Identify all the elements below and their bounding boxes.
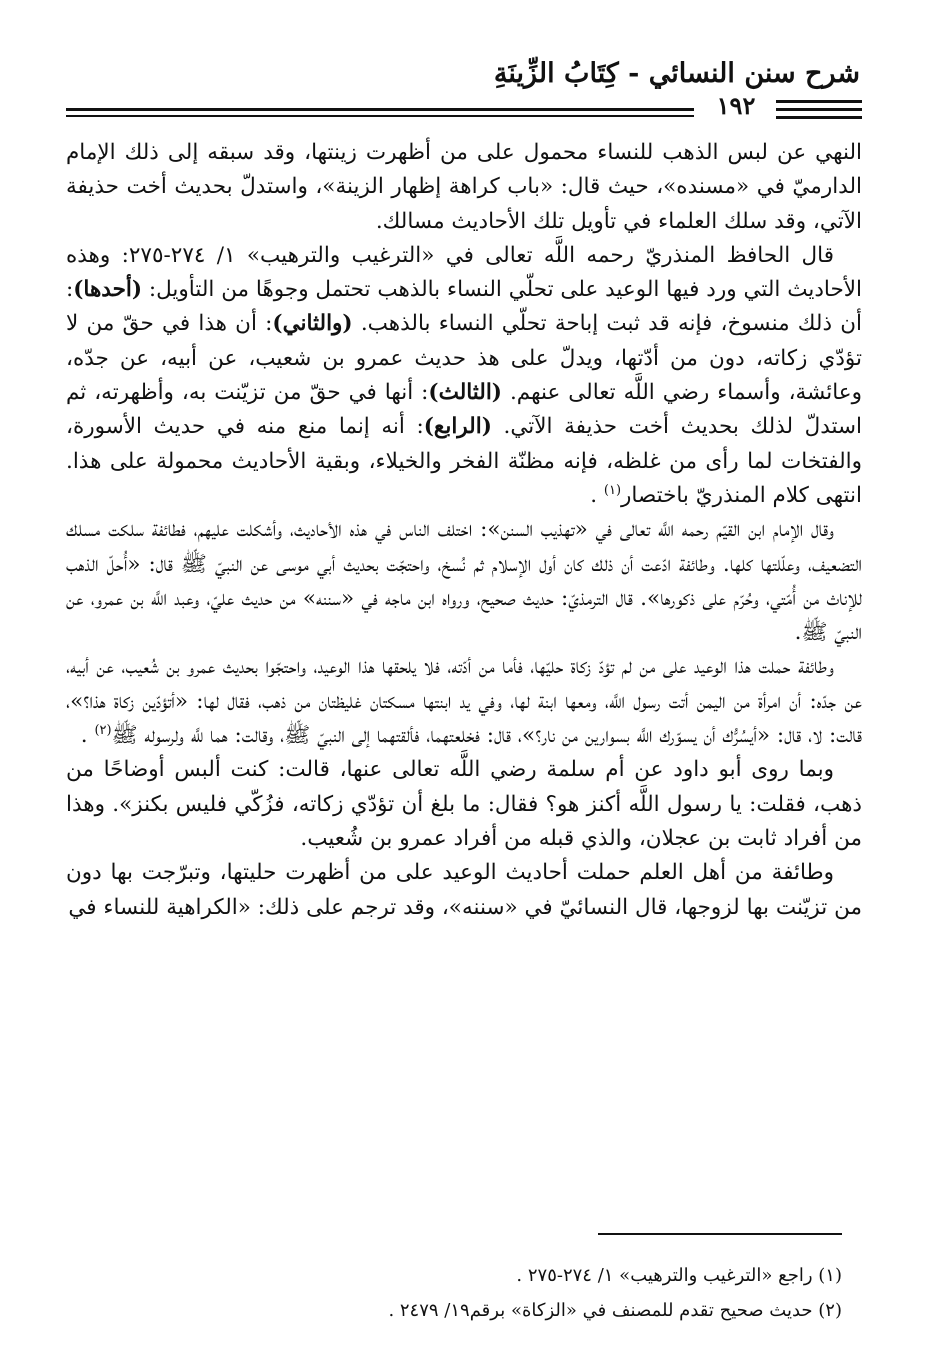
header-rule — [66, 108, 694, 111]
header-rule-thin — [66, 115, 694, 117]
paragraph: النهي عن لبس الذهب للنساء محمول على من أظهرت زينتها، وقد سبقه إلى ذلك الإمام الدارميّ في «مسنده»، حيث قال: «باب كراهة إظهار الزينة»، واستدلّ بحديث أخت حذيفة الآتي، وقد سلك العلماء في تأويل تلك الأحاديث مسالك. — [66, 140, 862, 234]
paragraph-text: : أنها في حقّ من تزيّنت به، وأظهرته، ثم استدلّ لذلك بحديث أخت حذيفة الآتي. — [66, 380, 862, 440]
footnote-ref[interactable]: (٢) — [94, 722, 112, 738]
header-ornament-rule — [776, 100, 862, 103]
paragraph-text: : أن ذلك منسوخ، فإنه قد ثبت إباحة تحلّي النساء بالذهب. — [66, 277, 863, 337]
paragraph — [66, 239, 862, 513]
header-ornament-rule — [776, 108, 862, 111]
main-text — [66, 136, 862, 925]
paragraph-text: . — [80, 723, 88, 749]
paragraph-text: . — [590, 482, 598, 508]
header-ornament-rule — [776, 116, 862, 119]
page-number: ١٩٢ — [716, 91, 756, 120]
paragraph-text: وطائفة حملت هذا الوعيد على من لم تؤدّ زكاة حليّها، فأما من أدّته، فلا يلحقها هذا الوعيد، واحتجّوا بحديث عمرو بن شُعيب، عن أبيه، عن جدّه: أن امرأة من اليمن أتت رسول اللَّه، ومعها ابنة لها، وفي يد ابنتها مسكتان غليظتان من ذهب، فقال لها: «أتؤدّين زكاة هذا؟»، قالت: لا، قال: «أيسُرُّك أن يسوّرك اللَّه بسوارين من نار؟»، قال: فخلعتهما، فألقتهما إلى النبيّ ﷺ، وقالت: هما للَّه ولرسوله ﷺ — [66, 654, 862, 749]
running-title: شرح سنن النسائي - كِتَابُ الزِّينَةِ — [493, 58, 860, 89]
footnote: (٢) حديث صحيح تقدم للمصنف في «الزكاة» برقم١٩/ ٢٤٧٩ . — [388, 1300, 842, 1321]
paragraph-text: : أن هذا في حقّ من لا تؤدّي زكاته، دون من أدّتها، ويدلّ على هذ حديث عمرو بن شعيب، عن أبيه، عن جدّه، وعائشة، وأسماء رضي اللَّه تعالى عنهم. — [66, 311, 862, 406]
point-label: (الثالث) — [428, 380, 502, 406]
paragraph: وطائفة من أهل العلم حملت أحاديث الوعيد على من أظهرت حليتها، وتبرّجت بها دون من تزيّنت بها لزوجها، قال النسائيّ في «سننه»، وقد ترجم على ذلك: «الكراهية للنساء في — [66, 860, 862, 920]
footnote: (١) راجع «الترغيب والترهيب» ١/ ٢٧٤-٢٧٥ . — [516, 1265, 842, 1286]
paragraph: وبما روى أبو داود عن أم سلمة رضي اللَّه تعالى عنها، قالت: كنت ألبس أوضاحًا من ذهب، فقلت: يا رسول اللَّه أكنز هو؟ فقال: ما بلغ أن تؤدّي زكاته، فزُكّي فليس بكنز». وهذا من أفراد ثابت بن عجلان، والذي قبله من أفراد عمرو بن شُعيب. — [66, 757, 862, 851]
footnotes — [66, 1258, 842, 1328]
footnote-ref[interactable]: (١) — [603, 482, 622, 498]
footnote-separator — [598, 1233, 842, 1235]
point-label: (الرابع) — [423, 414, 492, 440]
paragraph — [66, 650, 862, 753]
paragraph-text: : أنه إنما منع منه في حديث الأسورة، والفتخات لما رأى من غلظه، فإنه مظنّة الفخر والخيلاء، وبقية الأحاديث محمولة على هذا. انتهى كلام المنذريّ باختصار — [66, 414, 862, 508]
point-label: (والثاني) — [272, 311, 353, 337]
paragraph-text: قال الحافظ المنذريّ رحمه اللَّه تعالى في «الترغيب والترهيب» ١/ ٢٧٤-٢٧٥: وهذه الأحاديث التي ورد فيها الوعيد على تحلّي النساء بالذهب تحتمل وجوهًا من التأويل: — [66, 242, 862, 303]
point-label: (أحدها) — [73, 277, 143, 303]
paragraph: وقال الإمام ابن القيّم رحمه اللَّه تعالى في «تهذيب السنن»: اختلف الناس في هذه الأحاديث، وأشكلت عليهم، فطائفة سلكت مسلك التضعيف، وعلّلتها كلها. وطائفة ادّعت أن ذلك كان أول الإسلام ثم نُسخ، واحتجّت بحديث أبي موسى عن النبيّ ﷺ قال: «أُحلّ الذهب للإناث من أُمّتي، وحُرّم على ذكورها». قال الترمذيّ: حديث صحيح، ورواه ابن ماجه في «سننه» من حديث عليّ، وعبد اللَّه بن عمرو، عن النبيّ ﷺ. — [66, 517, 862, 646]
